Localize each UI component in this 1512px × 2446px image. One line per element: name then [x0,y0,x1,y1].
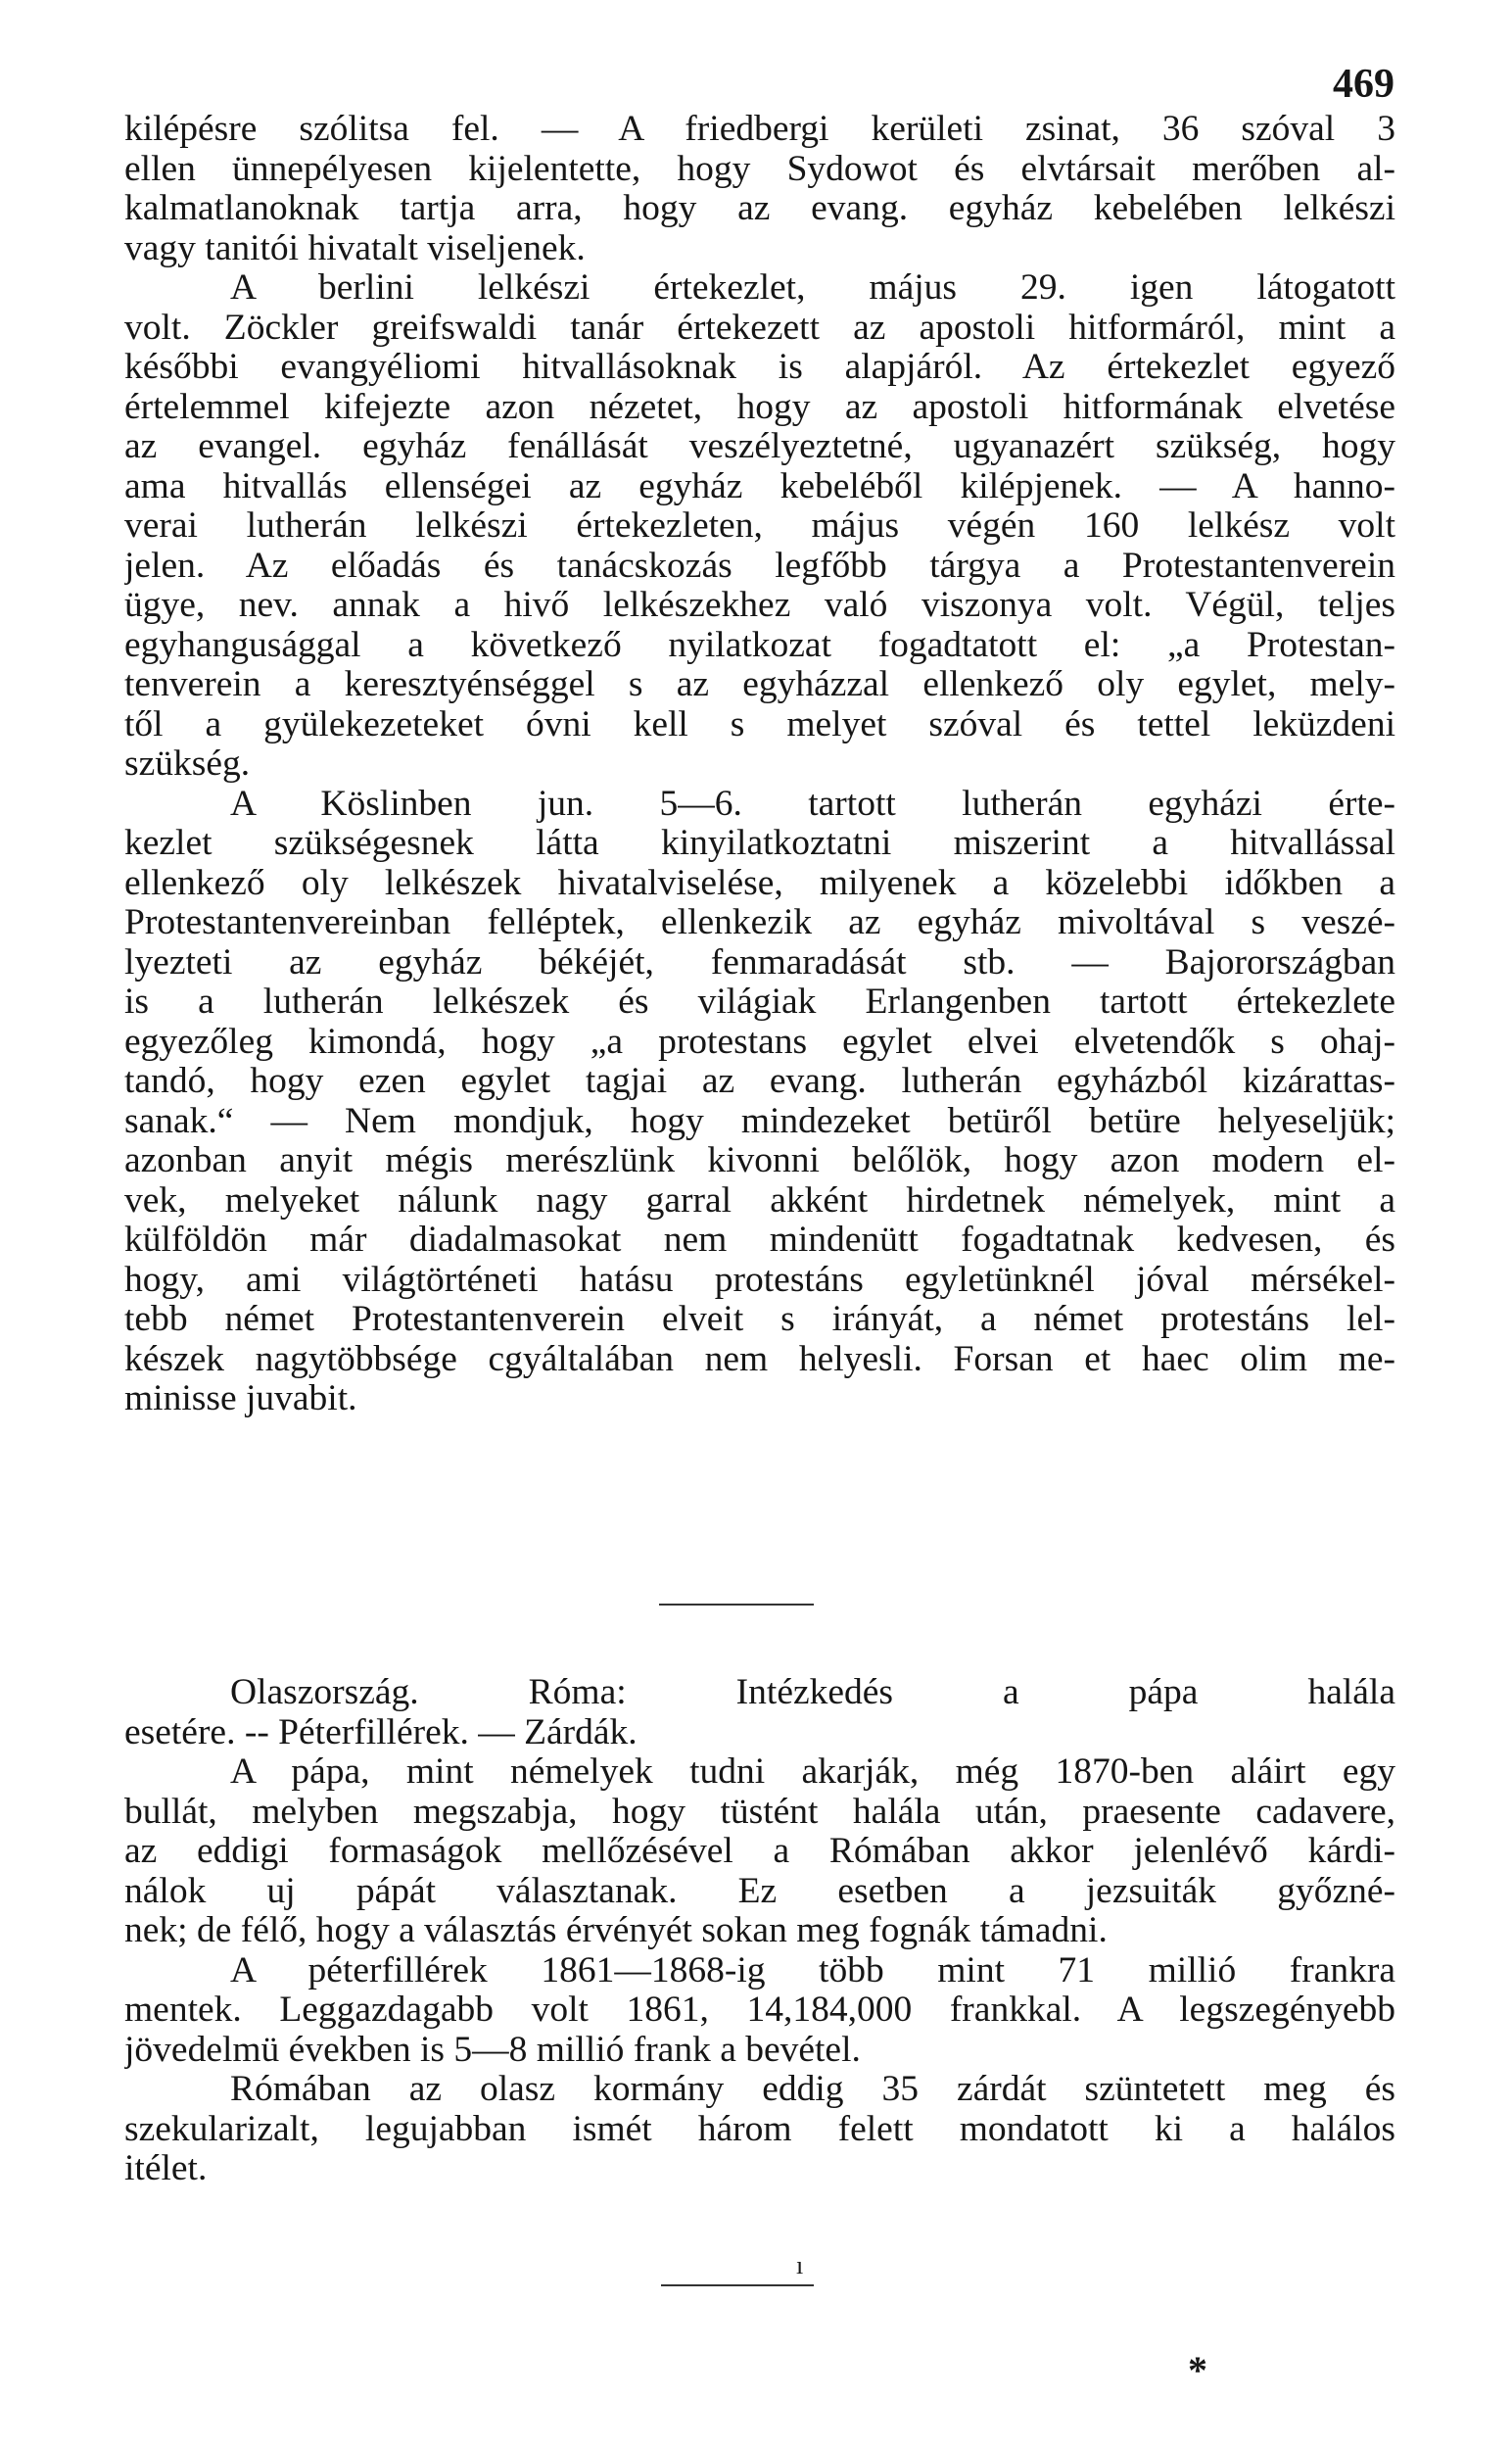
text-line: is a lutherán lelkészek és világiak Erlangenben tartott értekezlete [124,983,1395,1022]
footer-asterisk-mark: * [1188,2348,1207,2392]
text-line: nálok uj pápát választanak. Ez esetben a jezsuiták győzné- [124,1871,1395,1911]
text-line: egyhangusággal a következő nyilatkozat fogadtatott el: „a Protestan- [124,625,1395,665]
text-line: jövedelmü években is 5—8 millió frank a bevétel. [124,2030,861,2070]
text-line: jelen. Az előadás és tanácskozás legfőbb tárgya a Protestantenverein [124,546,1395,586]
text-line: minisse juvabit. [124,1379,357,1418]
text-line: kilépésre szólitsa fel. — A friedbergi kerületi zsinat, 36 szóval 3 [124,110,1395,149]
text-line: ellenkező oly lelkészek hivatalviselése, milyenek a közelebbi időkben a [124,863,1395,903]
text-line: az eddigi formaságok mellőzésével a Rómában akkor jelenlévő kárdi- [124,1832,1395,1871]
text-line: hogy, ami világtörténeti hatásu protestáns egyletünknél jóval mérsékel- [124,1260,1395,1300]
text-line: tebb német Protestantenverein elveit s irányát, a német protestáns lel- [124,1300,1395,1339]
text-line: Rómában az olasz kormány eddig 35 zárdát szüntetett meg és [230,2070,1395,2109]
text-section-protestant-conferences [124,110,1395,1419]
stray-mark: ı [796,2251,804,2279]
text-line: későbbi evangyéliomi hitvallásoknak is alapjáról. Az értekezlet egyező [124,348,1395,387]
page-number: 469 [1333,62,1394,107]
text-line: itélet. [124,2149,208,2188]
text-line: vagy tanitói hivatalt viseljenek. [124,228,586,268]
text-line: szekularizalt, legujabban ismét három felett mondatott ki a halálos [124,2109,1395,2149]
text-line: kalmatlanoknak tartja arra, hogy az evang. egyház kebelében lelkészi [124,189,1395,228]
text-line: től a gyülekezeteket óvni kell s melyet szóval és tettel leküzdeni [124,704,1395,744]
text-section-italy [124,1673,1395,2189]
text-line: lyezteti az egyház békéjét, fenmaradását stb. — Bajorországban [124,942,1395,983]
text-line: ügye, nev. annak a hivő lelkészekhez való viszonya volt. Végül, teljes [124,586,1395,625]
section-divider [659,1604,814,1606]
text-line: Olaszország. Róma: Intézkedés a pápa halála [230,1673,1395,1712]
text-line: sanak.“ — Nem mondjuk, hogy mindezeket betüről betüre helyeseljük; [124,1101,1395,1141]
end-divider [661,2284,814,2286]
text-line: volt. Zöckler greifswaldi tanár értekezett az apostoli hitformáról, mint a [124,308,1395,348]
text-line: nek; de félő, hogy a választás érvényét sokan meg fognák támadni. [124,1911,1108,1950]
text-line: tandó, hogy ezen egylet tagjai az evang. lutherán egyházból kizárattas- [124,1062,1395,1101]
text-line: ama hitvallás ellenségei az egyház kebeléből kilépjenek. — A hanno- [124,466,1395,506]
text-line: külföldön már diadalmasokat nem mindenütt fogadtatnak kedvesen, és [124,1221,1395,1260]
text-line: A péterfillérek 1861—1868-ig több mint 71 millió frankra [230,1950,1395,1990]
text-line: Protestantenvereinban felléptek, ellenkezik az egyház mivoltával s veszé- [124,903,1395,942]
text-line: ellen ünnepélyesen kijelentette, hogy Sydowot és elvtársait merőben al- [124,149,1395,189]
text-line: A Köslinben jun. 5—6. tartott lutherán egyházi érte- [230,784,1395,824]
text-line: A pápa, mint némelyek tudni akarják, még 1870-ben aláirt egy [230,1752,1395,1792]
text-line: egyezőleg kimondá, hogy „a protestans egylet elvei elvetendők s ohaj- [124,1022,1395,1062]
text-line: azonban anyit mégis merészlünk kivonni belőlök, hogy azon modern el- [124,1141,1395,1180]
text-line: mentek. Leggazdagabb volt 1861, 14,184,000 frankkal. A legszegényebb [124,1990,1395,2030]
text-line: bullát, melyben megszabja, hogy tüstént halála után, praesente cadavere, [124,1792,1395,1832]
text-line: szükség. [124,744,251,784]
text-line: A berlini lelkészi értekezlet, május 29. igen látogatott [230,268,1395,308]
text-line: tenverein a keresztyénséggel s az egyházzal ellenkező oly egylet, mely- [124,665,1395,704]
text-line: verai lutherán lelkészi értekezleten, május végén 160 lelkész volt [124,506,1395,546]
text-line: készek nagytöbbsége cgyáltalában nem helyesli. Forsan et haec olim me- [124,1339,1395,1379]
text-line: az evangel. egyház fenállását veszélyeztetné, ugyanazért szükség, hogy [124,427,1395,466]
text-line: értelemmel kifejezte azon nézetet, hogy az apostoli hitformának elvetése [124,387,1395,427]
text-line: vek, melyeket nálunk nagy garral akként hirdetnek némelyek, mint a [124,1180,1395,1221]
text-line: kezlet szükségesnek látta kinyilatkoztatni miszerint a hitvallással [124,824,1395,863]
text-line: esetére. -- Péterfillérek. — Zárdák. [124,1712,638,1752]
